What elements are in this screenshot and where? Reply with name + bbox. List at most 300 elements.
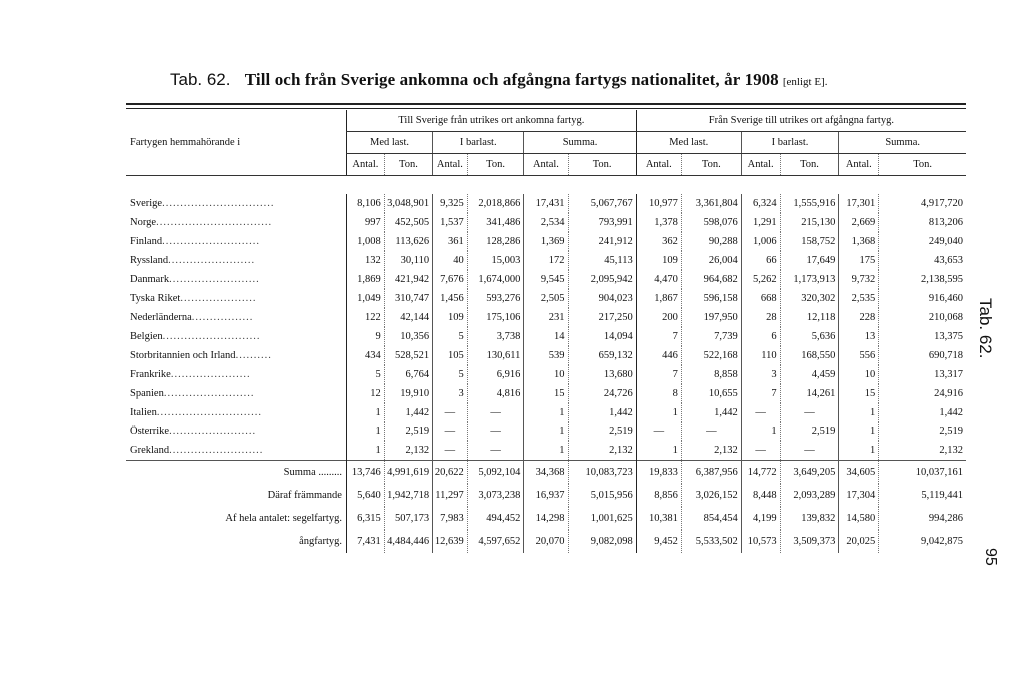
row-label bbox=[126, 403, 346, 422]
table-cell: 175,106 bbox=[467, 308, 524, 327]
table-cell: 249,040 bbox=[879, 232, 966, 251]
table-cell: 8 bbox=[636, 384, 681, 403]
table-cell: 793,991 bbox=[568, 213, 636, 232]
table-cell: 556 bbox=[839, 346, 879, 365]
table-cell: 5 bbox=[346, 365, 384, 384]
table-cell: 1 bbox=[346, 441, 384, 461]
table-cell: 10,356 bbox=[384, 327, 432, 346]
table-cell: 341,486 bbox=[467, 213, 524, 232]
table-cell: — bbox=[433, 441, 468, 461]
column-header: Antal. bbox=[433, 154, 468, 176]
column-header: Antal. bbox=[741, 154, 780, 176]
column-header: Antal. bbox=[346, 154, 384, 176]
table-row bbox=[126, 327, 966, 346]
table-cell: 1,173,913 bbox=[780, 270, 839, 289]
table-cell: 1,442 bbox=[879, 403, 966, 422]
table-cell: 5,636 bbox=[780, 327, 839, 346]
table-cell: 4,484,446 bbox=[384, 530, 432, 553]
table-cell: 17,649 bbox=[780, 251, 839, 270]
table-cell: 3,026,152 bbox=[681, 484, 741, 507]
row-label bbox=[126, 308, 346, 327]
table-cell: 3,073,238 bbox=[467, 484, 524, 507]
table-cell: — bbox=[780, 441, 839, 461]
table-cell: 5,640 bbox=[346, 484, 384, 507]
table-cell: 1 bbox=[839, 422, 879, 441]
table-cell: 197,950 bbox=[681, 308, 741, 327]
table-cell: 175 bbox=[839, 251, 879, 270]
title-year: 1908 bbox=[744, 70, 779, 89]
subgroup-header: Summa. bbox=[524, 132, 636, 154]
table-cell: 217,250 bbox=[568, 308, 636, 327]
leader-dots: ..................... bbox=[180, 293, 257, 304]
table-cell: 10 bbox=[839, 365, 879, 384]
row-label bbox=[126, 441, 346, 461]
country-name: Belgien bbox=[130, 331, 163, 342]
table-cell: 1,537 bbox=[433, 213, 468, 232]
table-cell: 1,869 bbox=[346, 270, 384, 289]
leader-dots: ................................ bbox=[156, 217, 273, 228]
leader-dots: ........................ bbox=[168, 255, 256, 266]
table-cell: 813,206 bbox=[879, 213, 966, 232]
table-cell: 1,867 bbox=[636, 289, 681, 308]
table-cell: 158,752 bbox=[780, 232, 839, 251]
table-cell: 494,452 bbox=[467, 507, 524, 530]
table-cell: 34,368 bbox=[524, 461, 568, 485]
table-cell: 200 bbox=[636, 308, 681, 327]
table-cell: 8,106 bbox=[346, 194, 384, 213]
table-cell: 1,442 bbox=[568, 403, 636, 422]
table-cell: 2,095,942 bbox=[568, 270, 636, 289]
table-cell: 2,535 bbox=[839, 289, 879, 308]
table-cell: 228 bbox=[839, 308, 879, 327]
table-cell: 3,048,901 bbox=[384, 194, 432, 213]
table-cell: — bbox=[780, 403, 839, 422]
leader-dots: ...................... bbox=[170, 369, 251, 380]
table-cell: 10 bbox=[524, 365, 568, 384]
table-cell: 7 bbox=[741, 384, 780, 403]
table-cell: — bbox=[467, 403, 524, 422]
table-row bbox=[126, 308, 966, 327]
table-cell: 8,856 bbox=[636, 484, 681, 507]
table-cell: 8,858 bbox=[681, 365, 741, 384]
table-cell: 26,004 bbox=[681, 251, 741, 270]
table-cell: 24,916 bbox=[879, 384, 966, 403]
leader-dots: ......................... bbox=[163, 388, 255, 399]
table-cell: 1 bbox=[524, 422, 568, 441]
table-cell: 1,442 bbox=[681, 403, 741, 422]
total-label: Summa ......... bbox=[126, 461, 346, 485]
table-cell: 42,144 bbox=[384, 308, 432, 327]
row-label bbox=[126, 365, 346, 384]
table-cell: 904,023 bbox=[568, 289, 636, 308]
row-label bbox=[126, 270, 346, 289]
table-cell: 2,132 bbox=[384, 441, 432, 461]
table-cell: 172 bbox=[524, 251, 568, 270]
table-cell: 168,550 bbox=[780, 346, 839, 365]
table-row bbox=[126, 384, 966, 403]
table-cell: 13 bbox=[839, 327, 879, 346]
column-header: Ton. bbox=[568, 154, 636, 176]
table-cell: 15 bbox=[839, 384, 879, 403]
table-cell: 507,173 bbox=[384, 507, 432, 530]
table-cell: 20,025 bbox=[839, 530, 879, 553]
table-cell: 10,977 bbox=[636, 194, 681, 213]
stub-header-label: Fartygen hemmahörande i bbox=[130, 137, 241, 148]
total-label: Däraf främmande bbox=[267, 490, 342, 501]
table-cell: 2,519 bbox=[879, 422, 966, 441]
country-name: Österrike bbox=[130, 426, 170, 437]
table-cell: 446 bbox=[636, 346, 681, 365]
title-text: Till och från Sverige ankomna och afgångna fartygs nationalitet, år bbox=[244, 70, 741, 89]
table-cell: 113,626 bbox=[384, 232, 432, 251]
column-header: Antal. bbox=[636, 154, 681, 176]
table-cell: 2,093,289 bbox=[780, 484, 839, 507]
table-cell: — bbox=[741, 441, 780, 461]
table-cell: 6,764 bbox=[384, 365, 432, 384]
group-header-arrived: Till Sverige från utrikes ort ankomna fartyg. bbox=[346, 110, 636, 132]
table-cell: 5,092,104 bbox=[467, 461, 524, 485]
table-cell: 9,545 bbox=[524, 270, 568, 289]
table-cell: 9 bbox=[346, 327, 384, 346]
column-header: Antal. bbox=[524, 154, 568, 176]
table-cell: 215,130 bbox=[780, 213, 839, 232]
table-cell: 40 bbox=[433, 251, 468, 270]
table-cell: 13,317 bbox=[879, 365, 966, 384]
table-cell: 3 bbox=[741, 365, 780, 384]
total-row bbox=[126, 507, 966, 530]
table-cell: 128,286 bbox=[467, 232, 524, 251]
table-cell: 10,037,161 bbox=[879, 461, 966, 485]
row-label bbox=[126, 384, 346, 403]
column-header: Ton. bbox=[681, 154, 741, 176]
table-cell: 7,431 bbox=[346, 530, 384, 553]
table-cell: 1,049 bbox=[346, 289, 384, 308]
table-cell: 109 bbox=[636, 251, 681, 270]
country-name: Nederländerna bbox=[130, 312, 192, 323]
table-cell: 4,917,720 bbox=[879, 194, 966, 213]
table-cell: 7,739 bbox=[681, 327, 741, 346]
table-row bbox=[126, 213, 966, 232]
table-cell: — bbox=[636, 422, 681, 441]
table-cell: 997 bbox=[346, 213, 384, 232]
table-cell: 5 bbox=[433, 365, 468, 384]
table-cell: 8,448 bbox=[741, 484, 780, 507]
table-cell: — bbox=[467, 422, 524, 441]
table-cell: 2,519 bbox=[384, 422, 432, 441]
table-cell: 1,008 bbox=[346, 232, 384, 251]
table-cell: 2,519 bbox=[568, 422, 636, 441]
table-cell: 596,158 bbox=[681, 289, 741, 308]
table-row bbox=[126, 270, 966, 289]
country-name: Tyska Riket bbox=[130, 293, 181, 304]
table-cell: 17,304 bbox=[839, 484, 879, 507]
table-cell: 13,680 bbox=[568, 365, 636, 384]
table-cell: 4,470 bbox=[636, 270, 681, 289]
table-cell: 14,261 bbox=[780, 384, 839, 403]
country-name: Sverige bbox=[130, 198, 163, 209]
table-cell: 2,018,866 bbox=[467, 194, 524, 213]
table-cell: 6,387,956 bbox=[681, 461, 741, 485]
table-cell: 598,076 bbox=[681, 213, 741, 232]
table-cell: 24,726 bbox=[568, 384, 636, 403]
table-cell: 6,916 bbox=[467, 365, 524, 384]
table-row bbox=[126, 232, 966, 251]
table-cell: 34,605 bbox=[839, 461, 879, 485]
table-cell: 12,118 bbox=[780, 308, 839, 327]
leader-dots: ......................... bbox=[169, 274, 260, 285]
table-cell: 1 bbox=[524, 403, 568, 422]
table-cell: 14,298 bbox=[524, 507, 568, 530]
table-cell: 310,747 bbox=[384, 289, 432, 308]
table-cell: 421,942 bbox=[384, 270, 432, 289]
table-cell: 3,738 bbox=[467, 327, 524, 346]
row-label bbox=[126, 194, 346, 213]
title-note: [enligt E]. bbox=[782, 76, 828, 88]
table-cell: 105 bbox=[433, 346, 468, 365]
table-cell: — bbox=[433, 422, 468, 441]
table-cell: 5,015,956 bbox=[568, 484, 636, 507]
table-row bbox=[126, 422, 966, 441]
leader-dots: ........................ bbox=[169, 426, 257, 437]
table-cell: 110 bbox=[741, 346, 780, 365]
leader-dots: ................. bbox=[191, 312, 254, 323]
table-cell: 4,199 bbox=[741, 507, 780, 530]
table-cell: 9,325 bbox=[433, 194, 468, 213]
table-cell: 1,378 bbox=[636, 213, 681, 232]
table-cell: 10,573 bbox=[741, 530, 780, 553]
table-cell: 10,083,723 bbox=[568, 461, 636, 485]
table-cell: 1 bbox=[839, 403, 879, 422]
table-cell: 5,262 bbox=[741, 270, 780, 289]
country-name: Ryssland bbox=[130, 255, 169, 266]
table-cell: 14,094 bbox=[568, 327, 636, 346]
table-cell: 132 bbox=[346, 251, 384, 270]
leader-dots: .......... bbox=[235, 350, 272, 361]
table-cell: 3,649,205 bbox=[780, 461, 839, 485]
table-cell: 7 bbox=[636, 327, 681, 346]
table-cell: 5,119,441 bbox=[879, 484, 966, 507]
leader-dots: .......................... bbox=[169, 445, 264, 456]
subgroup-header: I barlast. bbox=[433, 132, 524, 154]
table-cell: 7,983 bbox=[433, 507, 468, 530]
table-cell: 320,302 bbox=[780, 289, 839, 308]
table-cell: 522,168 bbox=[681, 346, 741, 365]
table-cell: 13,375 bbox=[879, 327, 966, 346]
subgroup-header: Med last. bbox=[346, 132, 432, 154]
country-name: Spanien bbox=[130, 388, 164, 399]
table-cell: 12,639 bbox=[433, 530, 468, 553]
table-cell: 916,460 bbox=[879, 289, 966, 308]
table-row bbox=[126, 194, 966, 213]
table-cell: 122 bbox=[346, 308, 384, 327]
table-cell: 30,110 bbox=[384, 251, 432, 270]
table-cell: 1,555,916 bbox=[780, 194, 839, 213]
country-name: Italien bbox=[130, 407, 157, 418]
table-cell: 17,431 bbox=[524, 194, 568, 213]
country-name: Storbritannien och Irland bbox=[130, 350, 236, 361]
row-label bbox=[126, 213, 346, 232]
table-cell: 130,611 bbox=[467, 346, 524, 365]
table-cell: 20,070 bbox=[524, 530, 568, 553]
table-cell: 7,676 bbox=[433, 270, 468, 289]
table-cell: 4,459 bbox=[780, 365, 839, 384]
table-cell: 2,669 bbox=[839, 213, 879, 232]
table-cell: 4,816 bbox=[467, 384, 524, 403]
table-cell: 1,369 bbox=[524, 232, 568, 251]
subgroup-header: I barlast. bbox=[741, 132, 839, 154]
column-header: Ton. bbox=[879, 154, 966, 176]
total-row bbox=[126, 530, 966, 553]
table-cell: 434 bbox=[346, 346, 384, 365]
table-cell: 2,132 bbox=[681, 441, 741, 461]
table-cell: 1 bbox=[839, 441, 879, 461]
row-label bbox=[126, 422, 346, 441]
table-cell: 1,674,000 bbox=[467, 270, 524, 289]
country-name: Norge bbox=[130, 217, 157, 228]
total-row bbox=[126, 484, 966, 507]
table-cell: 690,718 bbox=[879, 346, 966, 365]
table-cell: 1 bbox=[636, 441, 681, 461]
country-name: Grekland bbox=[130, 445, 170, 456]
table-cell: 66 bbox=[741, 251, 780, 270]
table-cell: 964,682 bbox=[681, 270, 741, 289]
table-cell: 659,132 bbox=[568, 346, 636, 365]
table-cell: 5 bbox=[433, 327, 468, 346]
stub-header bbox=[126, 110, 346, 176]
table-cell: 9,732 bbox=[839, 270, 879, 289]
table-cell: 19,833 bbox=[636, 461, 681, 485]
top-rule bbox=[126, 103, 966, 105]
table-cell: 45,113 bbox=[568, 251, 636, 270]
table-cell: 14,772 bbox=[741, 461, 780, 485]
table-cell: 231 bbox=[524, 308, 568, 327]
row-label bbox=[126, 289, 346, 308]
table-cell: 11,297 bbox=[433, 484, 468, 507]
table-cell: 17,301 bbox=[839, 194, 879, 213]
row-label bbox=[126, 327, 346, 346]
table-cell: 5,067,767 bbox=[568, 194, 636, 213]
table-cell: 994,286 bbox=[879, 507, 966, 530]
table-cell: — bbox=[433, 403, 468, 422]
table-cell: 1,001,625 bbox=[568, 507, 636, 530]
table-title bbox=[170, 70, 827, 90]
table-cell: 28 bbox=[741, 308, 780, 327]
table-cell: 3 bbox=[433, 384, 468, 403]
table-cell: 13,746 bbox=[346, 461, 384, 485]
table-cell: 139,832 bbox=[780, 507, 839, 530]
column-header: Ton. bbox=[467, 154, 524, 176]
column-header: Antal. bbox=[839, 154, 879, 176]
table-cell: 539 bbox=[524, 346, 568, 365]
table-cell: 1 bbox=[524, 441, 568, 461]
table-cell: 1,006 bbox=[741, 232, 780, 251]
leader-dots: ............................. bbox=[156, 407, 262, 418]
total-label: ångfartyg. bbox=[299, 536, 342, 547]
row-label bbox=[126, 346, 346, 365]
table-cell: 9,082,098 bbox=[568, 530, 636, 553]
table-cell: 14 bbox=[524, 327, 568, 346]
table-cell: 854,454 bbox=[681, 507, 741, 530]
table-cell: 528,521 bbox=[384, 346, 432, 365]
spacer bbox=[126, 176, 966, 195]
subgroup-header: Summa. bbox=[839, 132, 966, 154]
column-header: Ton. bbox=[780, 154, 839, 176]
table-cell: 1 bbox=[741, 422, 780, 441]
total-label: Af hela antalet: segelfartyg. bbox=[225, 513, 342, 524]
table-cell: 6,324 bbox=[741, 194, 780, 213]
table-cell: 20,622 bbox=[433, 461, 468, 485]
table-cell: 2,534 bbox=[524, 213, 568, 232]
table-row bbox=[126, 403, 966, 422]
table-cell: 2,505 bbox=[524, 289, 568, 308]
top-rule-thin bbox=[126, 108, 966, 109]
table-row bbox=[126, 346, 966, 365]
table-cell: 16,937 bbox=[524, 484, 568, 507]
total-row bbox=[126, 461, 966, 485]
table-cell: — bbox=[467, 441, 524, 461]
table-cell: 9,452 bbox=[636, 530, 681, 553]
table-cell: 10,381 bbox=[636, 507, 681, 530]
table-number: Tab. 62. bbox=[170, 70, 231, 89]
table-cell: 2,132 bbox=[879, 441, 966, 461]
table-cell: 362 bbox=[636, 232, 681, 251]
table-cell: 2,519 bbox=[780, 422, 839, 441]
table-cell: 19,910 bbox=[384, 384, 432, 403]
table-cell: 452,505 bbox=[384, 213, 432, 232]
table-row bbox=[126, 289, 966, 308]
table-cell: 5,533,502 bbox=[681, 530, 741, 553]
table-cell: 15 bbox=[524, 384, 568, 403]
country-name: Danmark bbox=[130, 274, 170, 285]
leader-dots: ........................... bbox=[162, 236, 260, 247]
country-name: Finland bbox=[130, 236, 163, 247]
table-cell: 668 bbox=[741, 289, 780, 308]
group-header-departed: Från Sverige till utrikes ort afgångna fartyg. bbox=[636, 110, 966, 132]
table-cell: 2,132 bbox=[568, 441, 636, 461]
table-row bbox=[126, 251, 966, 270]
table-cell: 361 bbox=[433, 232, 468, 251]
column-header: Ton. bbox=[384, 154, 432, 176]
table-cell: 3,509,373 bbox=[780, 530, 839, 553]
table-cell: 1,942,718 bbox=[384, 484, 432, 507]
table-cell: 90,288 bbox=[681, 232, 741, 251]
table-cell: 2,138,595 bbox=[879, 270, 966, 289]
table-cell: 15,003 bbox=[467, 251, 524, 270]
page-number: 95 bbox=[982, 548, 999, 566]
table-cell: 1 bbox=[346, 422, 384, 441]
table-cell: 6 bbox=[741, 327, 780, 346]
leader-dots: ............................... bbox=[162, 198, 275, 209]
row-label bbox=[126, 232, 346, 251]
table-cell: 1,456 bbox=[433, 289, 468, 308]
side-tab-label: Tab. 62. bbox=[976, 298, 995, 359]
table-row bbox=[126, 365, 966, 384]
table-cell: 593,276 bbox=[467, 289, 524, 308]
table-cell: 1 bbox=[346, 403, 384, 422]
table-cell: 1,291 bbox=[741, 213, 780, 232]
table-cell: 9,042,875 bbox=[879, 530, 966, 553]
table-cell: 1 bbox=[636, 403, 681, 422]
table-cell: 241,912 bbox=[568, 232, 636, 251]
table-row bbox=[126, 441, 966, 461]
table-cell: 1,442 bbox=[384, 403, 432, 422]
table-cell: — bbox=[741, 403, 780, 422]
table-cell: 12 bbox=[346, 384, 384, 403]
table-cell: 109 bbox=[433, 308, 468, 327]
table-cell: 10,655 bbox=[681, 384, 741, 403]
subgroup-header: Med last. bbox=[636, 132, 741, 154]
table-cell: 43,653 bbox=[879, 251, 966, 270]
